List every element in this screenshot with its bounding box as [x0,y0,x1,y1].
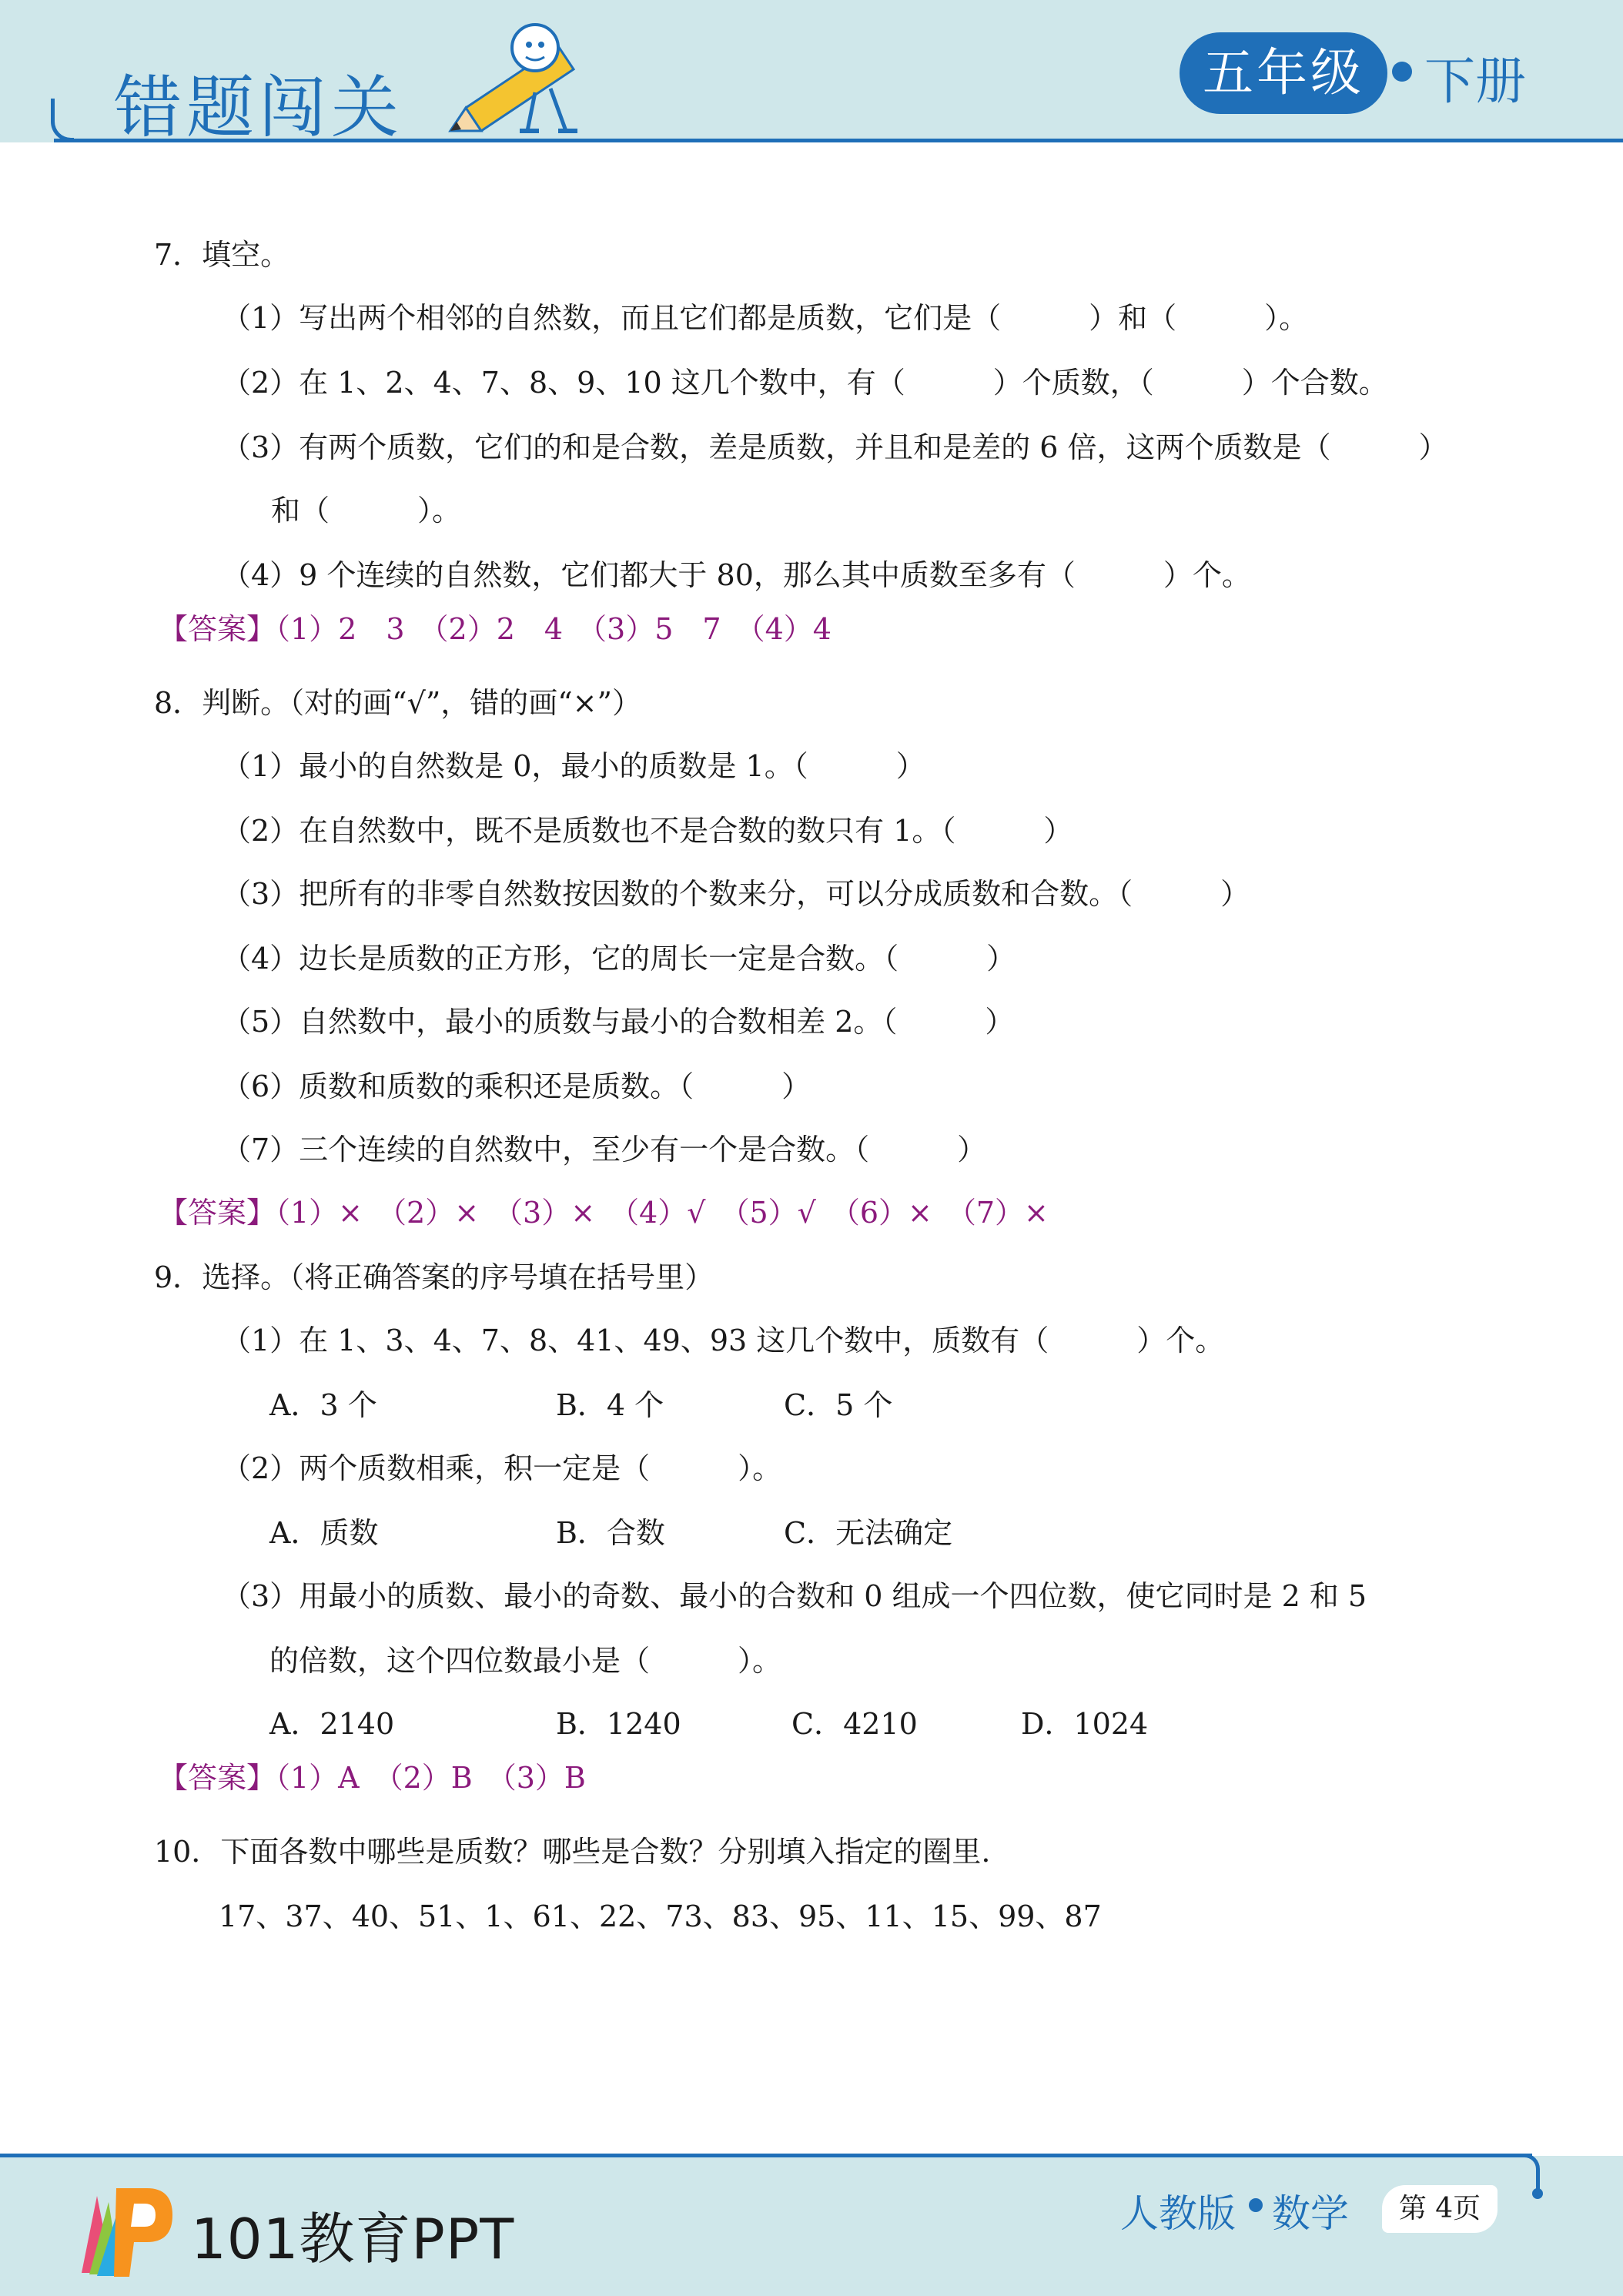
question-9-sub-2: （2）两个质数相乘，积一定是（ ）。 [222,1451,782,1485]
edition-label: 人教版 [1120,2191,1236,2236]
question-9-sub-2-option-b: B．合数 [556,1516,665,1550]
question-9-sub-3-cont: 的倍数，这个四位数最小是（ ）。 [269,1644,782,1678]
question-9-sub-1-option-b: B．4 个 [556,1388,664,1422]
question-9-sub-3-option-a: A．2140 [269,1707,395,1741]
question-9-sub-3-option-c: C．4210 [791,1707,918,1741]
footer-divider [0,2154,1532,2157]
question-8-item-5: （5）自然数中，最小的质数与最小的合数相差 2。（ ） [222,1005,1015,1039]
brand-logo-icon [74,2181,174,2281]
pencil-mascot-icon [443,15,589,139]
question-7-item-2: （2）在 1、2、4、7、8、9、10 这几个数中，有（ ）个质数，（ ）个合数。 [222,366,1388,400]
question-9-sub-2-option-a: A．质数 [269,1516,379,1550]
question-9-answer: 【答案】（1）A （2）B （3）B [159,1761,586,1795]
question-8-title: 8．判断。（对的画“√”，错的画“×”） [154,686,641,720]
badge-dot-decoration [1392,62,1412,82]
question-7-answer: 【答案】（1）2 3 （2）2 4 （3）5 7 （4）4 [159,612,832,646]
question-9-sub-3-option-d: D．1024 [1021,1707,1149,1741]
question-9-sub-1-option-a: A．3 个 [269,1388,377,1422]
question-8-answer: 【答案】（1）× （2）× （3）× （4）√ （5）√ （6）× （7）× [159,1196,1049,1230]
question-10-numbers: 17、37、40、51、1、61、22、73、83、95、11、15、99、87 [219,1899,1102,1933]
question-9-title: 9．选择。（将正确答案的序号填在括号里） [154,1260,714,1294]
question-9-sub-3-option-b: B．1240 [556,1707,681,1741]
question-7-item-4: （4）9 个连续的自然数，它们都大于 80，那么其中质数至多有（ ）个。 [222,558,1251,592]
question-10-title: 10．下面各数中哪些是质数？哪些是合数？分别填入指定的圈里. [154,1835,991,1869]
footer-dot-decoration [1532,2188,1543,2199]
question-8-item-2: （2）在自然数中，既不是质数也不是合数的数只有 1。（ ） [222,814,1073,848]
subject-label: 数学 [1272,2191,1349,2236]
volume-label: 下册 [1424,52,1526,111]
page-number: 第 4页 [1382,2185,1498,2233]
question-9-sub-3: （3）用最小的质数、最小的奇数、最小的合数和 0 组成一个四位数，使它同时是 2 和 5 [222,1579,1367,1613]
footer-separator-dot [1249,2198,1263,2212]
section-title: 错题闯关 [114,68,404,147]
question-9-sub-1: （1）在 1、3、4、7、8、41、49、93 这几个数中，质数有（ ）个。 [222,1324,1225,1357]
question-8-item-4: （4）边长是质数的正方形，它的周长一定是合数。（ ） [222,942,1016,976]
question-7-title: 7．填空。 [154,238,290,272]
question-8-item-3: （3）把所有的非零自然数按因数的个数来分，可以分成质数和合数。（ ） [222,877,1250,911]
question-9-sub-1-option-c: C．5 个 [784,1388,893,1422]
question-9-sub-2-option-c: C．无法确定 [784,1516,953,1550]
brand-name: 101教育PPT [191,2207,515,2271]
question-7-item-3-cont: 和（ ）。 [271,494,462,527]
grade-badge: 五年级 [1180,32,1387,114]
question-7-item-3: （3）有两个质数，它们的和是合数，差是质数，并且和是差的 6 倍，这两个质数是（ ） [222,430,1448,464]
question-8-item-1: （1）最小的自然数是 0，最小的质数是 1。（ ） [222,749,925,783]
question-8-item-7: （7）三个连续的自然数中，至少有一个是合数。（ ） [222,1133,987,1166]
question-7-item-1: （1）写出两个相邻的自然数，而且它们都是质数，它们是（ ）和（ ）。 [222,301,1309,335]
question-8-item-6: （6）质数和质数的乘积还是质数。（ ） [222,1069,812,1103]
